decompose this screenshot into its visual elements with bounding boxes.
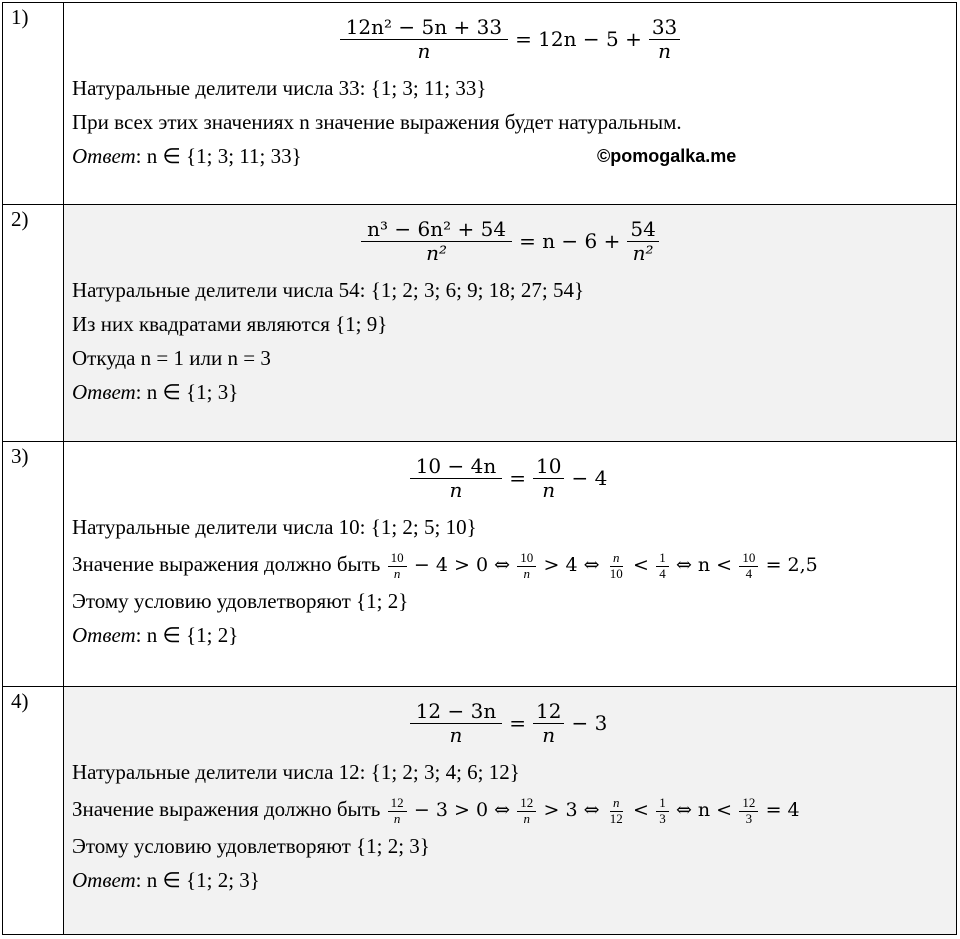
fraction: $\frac{n}{12}$ <box>609 794 623 826</box>
fraction: $\frac{n}{10}$ <box>609 549 623 581</box>
row-number: 2) <box>3 205 64 442</box>
fraction: $\frac{10}{n}$ <box>533 455 564 502</box>
fraction: $\frac{1}{3}$ <box>656 796 669 827</box>
answer-value: : n ∈ {1; 2; 3} <box>135 868 260 892</box>
main-formula: $\frac{\text{n³ − 6n² + 54}}{\text{n²}}$ = n − 6 + $\frac{54}{\text{n²}}$ <box>72 209 948 273</box>
fraction: $\frac{12}{n}$ <box>533 700 564 747</box>
main-formula: $\frac{\text{12n² − 5n + 33}}{n}$ = 12n − 5 + $\frac{33}{n}$ <box>72 7 948 71</box>
text-line: Натуральные делители числа 12: {1; 2; 3; 4; 6; 12} <box>72 760 520 784</box>
row-number: 3) <box>3 442 64 687</box>
solutions-table <box>2 2 957 935</box>
solution-row-4 <box>3 687 957 935</box>
answer-line <box>72 863 948 897</box>
answer-label: Ответ <box>72 868 136 892</box>
answer-label: Ответ <box>72 380 136 404</box>
condition-line: Значение выражения должно быть $\frac{12}{n}$ − 3 > 0 ⇔ $\frac{12}{n}$ > 3 ⇔ $\frac{n}{12}$ < $\frac{1}{3}$ ⇔ n < $\frac{12}{3}$ = 4 <box>72 794 800 826</box>
answer-value: : n ∈ {1; 2} <box>135 623 239 647</box>
fraction: $\frac{54}{\text{n²}}$ <box>627 218 658 265</box>
fraction: $\frac{\text{n³ − 6n² + 54}}{\text{n²}}$ <box>361 218 512 265</box>
text-line: Откуда n = 1 или n = 3 <box>72 346 271 370</box>
row-number: 4) <box>3 687 64 935</box>
answer-label: Ответ <box>72 623 136 647</box>
text-line: Натуральные делители числа 54: {1; 2; 3; 6; 9; 18; 27; 54} <box>72 278 585 302</box>
text-line: Натуральные делители числа 33: {1; 3; 11; 33} <box>72 76 487 100</box>
solution-content <box>64 442 957 687</box>
fraction: $\frac{33}{n}$ <box>649 16 680 63</box>
answer-line <box>72 139 948 173</box>
row-number: 1) <box>3 3 64 205</box>
main-formula: $\frac{12 - 3n}{n}$ = $\frac{12}{n}$ − 3 <box>72 691 948 755</box>
fraction: $\frac{12 - 3n}{n}$ <box>410 700 503 747</box>
answer-line <box>72 375 948 409</box>
solution-row-3 <box>3 442 957 687</box>
answer-line <box>72 618 948 652</box>
solution-row-2 <box>3 205 957 442</box>
answer-value: : n ∈ {1; 3} <box>135 380 239 404</box>
text-line: Этому условию удовлетворяют {1; 2; 3} <box>72 834 430 858</box>
fraction: $\frac{10}{n}$ <box>517 551 536 582</box>
fraction: $\frac{\text{12n² − 5n + 33}}{n}$ <box>340 16 508 63</box>
fraction: $\frac{10}{n}$ <box>388 551 407 582</box>
fraction: $\frac{10 - 4n}{n}$ <box>410 455 503 502</box>
solution-row-1 <box>3 3 957 205</box>
text-line: При всех этих значениях n значение выражения будет натуральным. <box>72 110 682 134</box>
main-formula: $\frac{10 - 4n}{n}$ = $\frac{10}{n}$ − 4 <box>72 446 948 510</box>
fraction: $\frac{1}{4}$ <box>656 551 669 582</box>
solution-content <box>64 3 957 205</box>
fraction: $\frac{12}{n}$ <box>517 796 536 827</box>
watermark: ©pomogalka.me <box>597 146 737 166</box>
fraction: $\frac{12}{n}$ <box>388 796 407 827</box>
solution-content <box>64 205 957 442</box>
answer-label: Ответ <box>72 144 136 168</box>
answer-value: : n ∈ {1; 3; 11; 33} <box>135 144 302 168</box>
text-line: Этому условию удовлетворяют {1; 2} <box>72 589 409 613</box>
text-line: Натуральные делители числа 10: {1; 2; 5; 10} <box>72 515 477 539</box>
text-line: Из них квадратами являются {1; 9} <box>72 312 388 336</box>
fraction: $\frac{12}{3}$ <box>739 796 758 827</box>
solution-content <box>64 687 957 935</box>
condition-line: Значение выражения должно быть $\frac{10}{n}$ − 4 > 0 ⇔ $\frac{10}{n}$ > 4 ⇔ $\frac{n}{10}$ < $\frac{1}{4}$ ⇔ n < $\frac{10}{4}$ = 2,5 <box>72 549 818 581</box>
fraction: $\frac{10}{4}$ <box>739 551 758 582</box>
